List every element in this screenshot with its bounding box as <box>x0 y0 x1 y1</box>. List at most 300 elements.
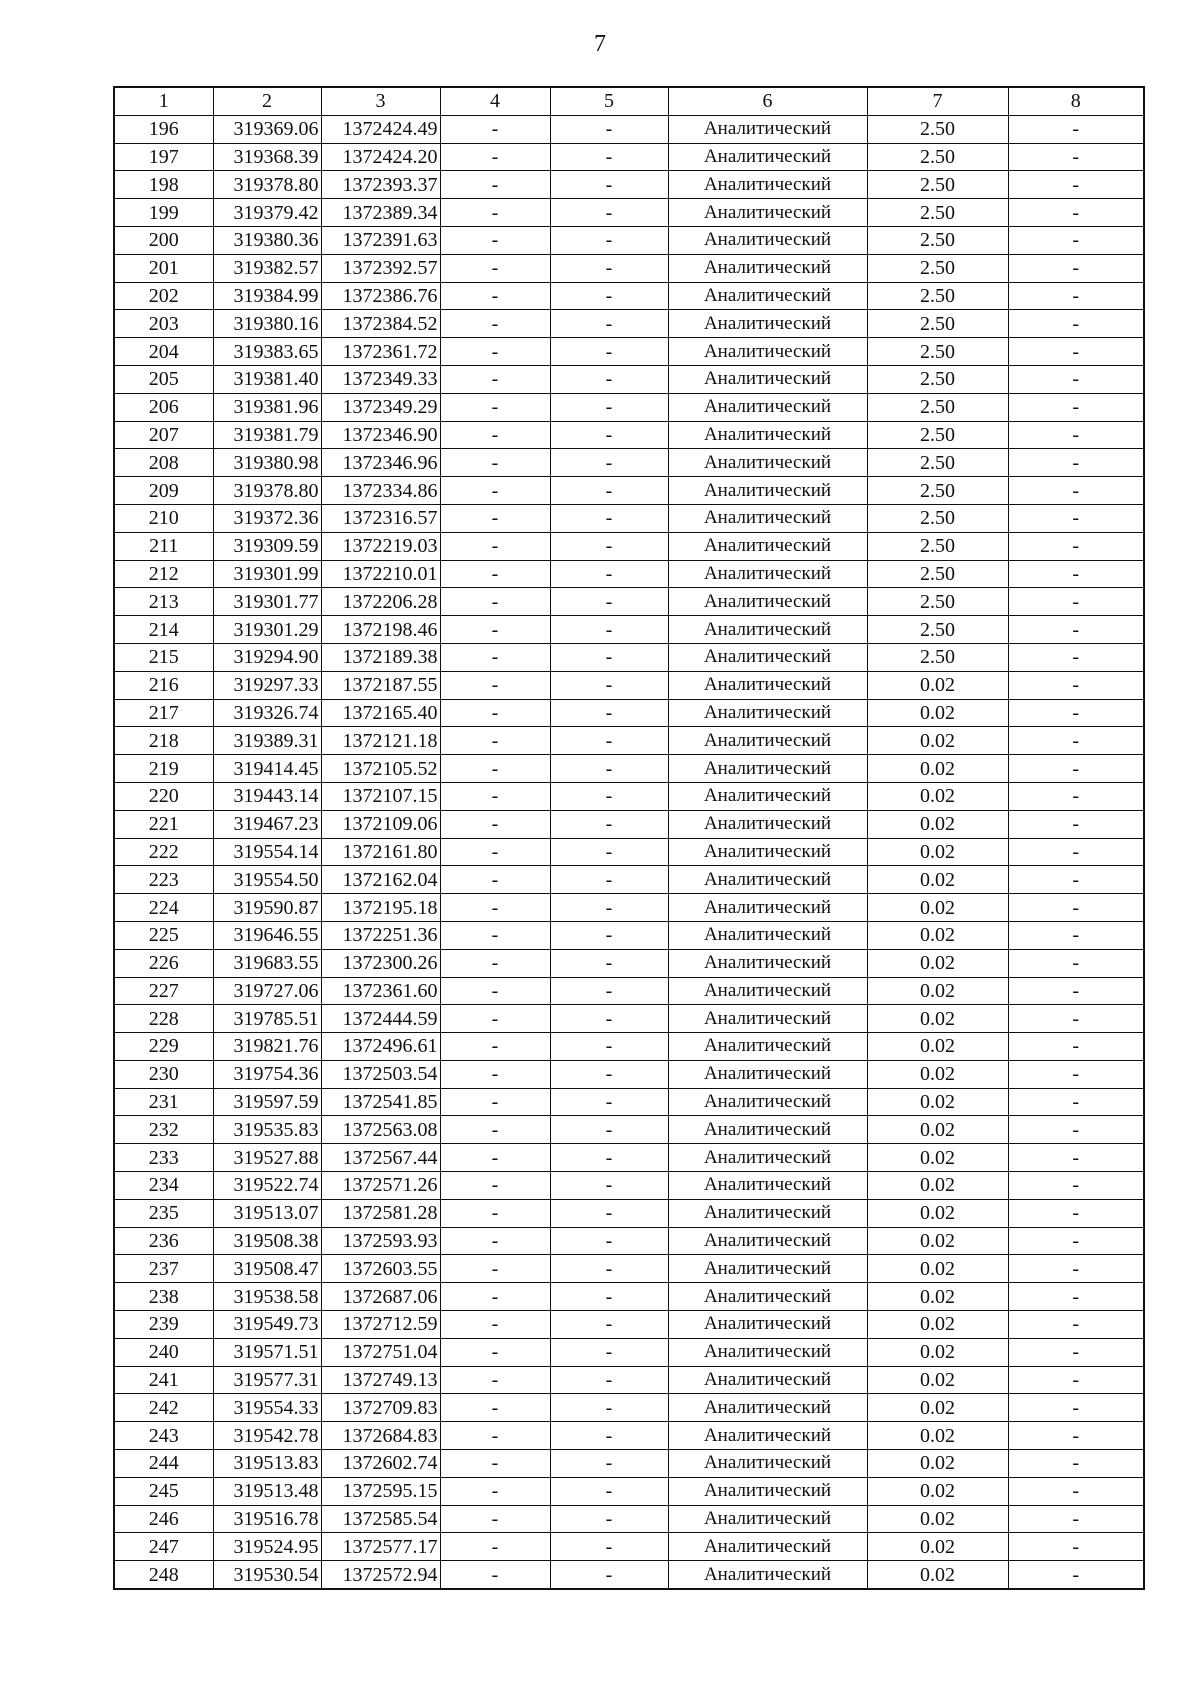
table-row <box>114 810 1144 838</box>
accuracy-cell: 2.50 <box>867 115 1008 143</box>
column-4-cell: - <box>440 1172 550 1200</box>
column-4-cell: - <box>440 282 550 310</box>
x-coordinate-cell: 319821.76 <box>213 1033 321 1061</box>
table-row <box>114 1394 1144 1422</box>
table-row <box>114 393 1144 421</box>
column-4-cell: - <box>440 810 550 838</box>
column-4-cell: - <box>440 1366 550 1394</box>
table-row <box>114 365 1144 393</box>
column-8-cell: - <box>1008 365 1144 393</box>
y-coordinate-cell: 1372198.46 <box>321 616 440 644</box>
method-cell: Аналитический <box>668 199 867 227</box>
column-4-cell: - <box>440 1283 550 1311</box>
table-row <box>114 421 1144 449</box>
accuracy-cell: 2.50 <box>867 532 1008 560</box>
accuracy-cell: 0.02 <box>867 977 1008 1005</box>
method-cell: Аналитический <box>668 393 867 421</box>
method-cell: Аналитический <box>668 171 867 199</box>
point-number-cell: 210 <box>114 504 213 532</box>
y-coordinate-cell: 1372709.83 <box>321 1394 440 1422</box>
x-coordinate-cell: 319294.90 <box>213 643 321 671</box>
column-5-cell: - <box>550 504 668 532</box>
table-row <box>114 699 1144 727</box>
accuracy-cell: 2.50 <box>867 365 1008 393</box>
table-row <box>114 199 1144 227</box>
y-coordinate-cell: 1372687.06 <box>321 1283 440 1311</box>
point-number-cell: 236 <box>114 1227 213 1255</box>
method-cell: Аналитический <box>668 1561 867 1589</box>
point-number-cell: 217 <box>114 699 213 727</box>
method-cell: Аналитический <box>668 1533 867 1561</box>
method-cell: Аналитический <box>668 338 867 366</box>
x-coordinate-cell: 319754.36 <box>213 1060 321 1088</box>
point-number-cell: 233 <box>114 1144 213 1172</box>
column-4-cell: - <box>440 1505 550 1533</box>
table-row <box>114 616 1144 644</box>
column-8-cell: - <box>1008 1338 1144 1366</box>
y-coordinate-cell: 1372603.55 <box>321 1255 440 1283</box>
y-coordinate-cell: 1372346.96 <box>321 449 440 477</box>
column-4-cell: - <box>440 504 550 532</box>
point-number-cell: 204 <box>114 338 213 366</box>
accuracy-cell: 0.02 <box>867 755 1008 783</box>
column-4-cell: - <box>440 588 550 616</box>
point-number-cell: 219 <box>114 755 213 783</box>
x-coordinate-cell: 319516.78 <box>213 1505 321 1533</box>
column-8-cell: - <box>1008 727 1144 755</box>
column-4-cell: - <box>440 1561 550 1589</box>
method-cell: Аналитический <box>668 1394 867 1422</box>
table-row <box>114 226 1144 254</box>
column-8-cell: - <box>1008 532 1144 560</box>
table-row <box>114 671 1144 699</box>
x-coordinate-cell: 319381.79 <box>213 421 321 449</box>
point-number-cell: 225 <box>114 921 213 949</box>
y-coordinate-cell: 1372121.18 <box>321 727 440 755</box>
y-coordinate-cell: 1372349.29 <box>321 393 440 421</box>
y-coordinate-cell: 1372107.15 <box>321 782 440 810</box>
accuracy-cell: 0.02 <box>867 782 1008 810</box>
column-4-cell: - <box>440 143 550 171</box>
point-number-cell: 197 <box>114 143 213 171</box>
table-row <box>114 866 1144 894</box>
column-8-cell: - <box>1008 310 1144 338</box>
accuracy-cell: 0.02 <box>867 1199 1008 1227</box>
accuracy-cell: 0.02 <box>867 1172 1008 1200</box>
point-number-cell: 215 <box>114 643 213 671</box>
x-coordinate-cell: 319524.95 <box>213 1533 321 1561</box>
y-coordinate-cell: 1372424.49 <box>321 115 440 143</box>
table-row <box>114 1283 1144 1311</box>
x-coordinate-cell: 319379.42 <box>213 199 321 227</box>
y-coordinate-cell: 1372593.93 <box>321 1227 440 1255</box>
point-number-cell: 237 <box>114 1255 213 1283</box>
method-cell: Аналитический <box>668 588 867 616</box>
coordinates-table <box>113 86 1145 1590</box>
y-coordinate-cell: 1372563.08 <box>321 1116 440 1144</box>
method-cell: Аналитический <box>668 1199 867 1227</box>
point-number-cell: 246 <box>114 1505 213 1533</box>
x-coordinate-cell: 319384.99 <box>213 282 321 310</box>
column-8-cell: - <box>1008 1172 1144 1200</box>
table-row <box>114 1116 1144 1144</box>
method-cell: Аналитический <box>668 1172 867 1200</box>
x-coordinate-cell: 319380.36 <box>213 226 321 254</box>
method-cell: Аналитический <box>668 115 867 143</box>
column-4-cell: - <box>440 171 550 199</box>
column-5-cell: - <box>550 588 668 616</box>
column-5-cell: - <box>550 1116 668 1144</box>
method-cell: Аналитический <box>668 977 867 1005</box>
accuracy-cell: 0.02 <box>867 1533 1008 1561</box>
accuracy-cell: 2.50 <box>867 560 1008 588</box>
x-coordinate-cell: 319597.59 <box>213 1088 321 1116</box>
accuracy-cell: 2.50 <box>867 421 1008 449</box>
column-5-cell: - <box>550 115 668 143</box>
accuracy-cell: 2.50 <box>867 393 1008 421</box>
table-row <box>114 838 1144 866</box>
column-5-cell: - <box>550 365 668 393</box>
column-4-cell: - <box>440 643 550 671</box>
point-number-cell: 240 <box>114 1338 213 1366</box>
column-4-cell: - <box>440 1255 550 1283</box>
column-8-cell: - <box>1008 894 1144 922</box>
x-coordinate-cell: 319301.99 <box>213 560 321 588</box>
column-4-cell: - <box>440 365 550 393</box>
column-8-cell: - <box>1008 477 1144 505</box>
point-number-cell: 227 <box>114 977 213 1005</box>
x-coordinate-cell: 319368.39 <box>213 143 321 171</box>
column-8-cell: - <box>1008 838 1144 866</box>
column-8-cell: - <box>1008 1199 1144 1227</box>
accuracy-cell: 0.02 <box>867 1088 1008 1116</box>
page-number: 7 <box>594 31 606 57</box>
column-4-cell: - <box>440 1338 550 1366</box>
column-4-cell: - <box>440 699 550 727</box>
column-8-cell: - <box>1008 977 1144 1005</box>
accuracy-cell: 2.50 <box>867 226 1008 254</box>
column-5-cell: - <box>550 949 668 977</box>
column-8-cell: - <box>1008 115 1144 143</box>
y-coordinate-cell: 1372206.28 <box>321 588 440 616</box>
column-8-cell: - <box>1008 1477 1144 1505</box>
accuracy-cell: 0.02 <box>867 1477 1008 1505</box>
method-cell: Аналитический <box>668 1338 867 1366</box>
column-8-cell: - <box>1008 1116 1144 1144</box>
column-8-cell: - <box>1008 1005 1144 1033</box>
column-5-cell: - <box>550 338 668 366</box>
accuracy-cell: 0.02 <box>867 838 1008 866</box>
point-number-cell: 213 <box>114 588 213 616</box>
accuracy-cell: 0.02 <box>867 1561 1008 1589</box>
column-5-cell: - <box>550 1060 668 1088</box>
y-coordinate-cell: 1372389.34 <box>321 199 440 227</box>
column-4-cell: - <box>440 616 550 644</box>
method-cell: Аналитический <box>668 421 867 449</box>
x-coordinate-cell: 319549.73 <box>213 1311 321 1339</box>
table-header-row <box>114 87 1144 115</box>
column-header: 3 <box>321 87 440 115</box>
accuracy-cell: 2.50 <box>867 477 1008 505</box>
column-4-cell: - <box>440 310 550 338</box>
method-cell: Аналитический <box>668 671 867 699</box>
column-8-cell: - <box>1008 810 1144 838</box>
point-number-cell: 224 <box>114 894 213 922</box>
column-8-cell: - <box>1008 1450 1144 1478</box>
table-row <box>114 1255 1144 1283</box>
column-8-cell: - <box>1008 1533 1144 1561</box>
point-number-cell: 221 <box>114 810 213 838</box>
y-coordinate-cell: 1372391.63 <box>321 226 440 254</box>
column-4-cell: - <box>440 226 550 254</box>
x-coordinate-cell: 319527.88 <box>213 1144 321 1172</box>
column-5-cell: - <box>550 310 668 338</box>
accuracy-cell: 0.02 <box>867 1283 1008 1311</box>
column-5-cell: - <box>550 1366 668 1394</box>
column-5-cell: - <box>550 810 668 838</box>
y-coordinate-cell: 1372571.26 <box>321 1172 440 1200</box>
accuracy-cell: 0.02 <box>867 810 1008 838</box>
y-coordinate-cell: 1372581.28 <box>321 1199 440 1227</box>
column-5-cell: - <box>550 560 668 588</box>
column-4-cell: - <box>440 782 550 810</box>
table-row <box>114 143 1144 171</box>
column-8-cell: - <box>1008 421 1144 449</box>
column-5-cell: - <box>550 1394 668 1422</box>
x-coordinate-cell: 319382.57 <box>213 254 321 282</box>
point-number-cell: 202 <box>114 282 213 310</box>
y-coordinate-cell: 1372384.52 <box>321 310 440 338</box>
table-row <box>114 504 1144 532</box>
method-cell: Аналитический <box>668 949 867 977</box>
column-5-cell: - <box>550 143 668 171</box>
method-cell: Аналитический <box>668 226 867 254</box>
point-number-cell: 203 <box>114 310 213 338</box>
y-coordinate-cell: 1372162.04 <box>321 866 440 894</box>
table-row <box>114 1088 1144 1116</box>
table-row <box>114 977 1144 1005</box>
x-coordinate-cell: 319467.23 <box>213 810 321 838</box>
y-coordinate-cell: 1372105.52 <box>321 755 440 783</box>
method-cell: Аналитический <box>668 643 867 671</box>
x-coordinate-cell: 319301.77 <box>213 588 321 616</box>
column-8-cell: - <box>1008 1144 1144 1172</box>
column-8-cell: - <box>1008 755 1144 783</box>
table-row <box>114 1144 1144 1172</box>
y-coordinate-cell: 1372496.61 <box>321 1033 440 1061</box>
table-row <box>114 1005 1144 1033</box>
point-number-cell: 223 <box>114 866 213 894</box>
point-number-cell: 228 <box>114 1005 213 1033</box>
method-cell: Аналитический <box>668 1255 867 1283</box>
column-8-cell: - <box>1008 1088 1144 1116</box>
accuracy-cell: 0.02 <box>867 1338 1008 1366</box>
x-coordinate-cell: 319554.33 <box>213 1394 321 1422</box>
point-number-cell: 207 <box>114 421 213 449</box>
column-8-cell: - <box>1008 1422 1144 1450</box>
x-coordinate-cell: 319381.96 <box>213 393 321 421</box>
table-row <box>114 254 1144 282</box>
x-coordinate-cell: 319389.31 <box>213 727 321 755</box>
method-cell: Аналитический <box>668 1450 867 1478</box>
method-cell: Аналитический <box>668 1060 867 1088</box>
column-5-cell: - <box>550 254 668 282</box>
x-coordinate-cell: 319554.14 <box>213 838 321 866</box>
column-5-cell: - <box>550 1144 668 1172</box>
accuracy-cell: 2.50 <box>867 310 1008 338</box>
accuracy-cell: 0.02 <box>867 949 1008 977</box>
table-row <box>114 949 1144 977</box>
method-cell: Аналитический <box>668 532 867 560</box>
column-8-cell: - <box>1008 393 1144 421</box>
column-8-cell: - <box>1008 588 1144 616</box>
column-5-cell: - <box>550 1172 668 1200</box>
y-coordinate-cell: 1372161.80 <box>321 838 440 866</box>
table-row <box>114 1450 1144 1478</box>
y-coordinate-cell: 1372361.60 <box>321 977 440 1005</box>
column-8-cell: - <box>1008 866 1144 894</box>
accuracy-cell: 2.50 <box>867 616 1008 644</box>
column-4-cell: - <box>440 532 550 560</box>
column-4-cell: - <box>440 1533 550 1561</box>
point-number-cell: 245 <box>114 1477 213 1505</box>
table-row <box>114 560 1144 588</box>
table-row <box>114 1199 1144 1227</box>
column-4-cell: - <box>440 1227 550 1255</box>
column-4-cell: - <box>440 1450 550 1478</box>
point-number-cell: 241 <box>114 1366 213 1394</box>
y-coordinate-cell: 1372349.33 <box>321 365 440 393</box>
method-cell: Аналитический <box>668 560 867 588</box>
method-cell: Аналитический <box>668 1088 867 1116</box>
y-coordinate-cell: 1372585.54 <box>321 1505 440 1533</box>
column-8-cell: - <box>1008 1255 1144 1283</box>
point-number-cell: 216 <box>114 671 213 699</box>
y-coordinate-cell: 1372751.04 <box>321 1338 440 1366</box>
column-5-cell: - <box>550 755 668 783</box>
method-cell: Аналитический <box>668 477 867 505</box>
x-coordinate-cell: 319309.59 <box>213 532 321 560</box>
column-8-cell: - <box>1008 1311 1144 1339</box>
point-number-cell: 212 <box>114 560 213 588</box>
column-4-cell: - <box>440 949 550 977</box>
accuracy-cell: 2.50 <box>867 449 1008 477</box>
method-cell: Аналитический <box>668 1477 867 1505</box>
point-number-cell: 232 <box>114 1116 213 1144</box>
x-coordinate-cell: 319508.47 <box>213 1255 321 1283</box>
point-number-cell: 234 <box>114 1172 213 1200</box>
column-5-cell: - <box>550 171 668 199</box>
column-5-cell: - <box>550 643 668 671</box>
y-coordinate-cell: 1372595.15 <box>321 1477 440 1505</box>
x-coordinate-cell: 319443.14 <box>213 782 321 810</box>
y-coordinate-cell: 1372503.54 <box>321 1060 440 1088</box>
point-number-cell: 238 <box>114 1283 213 1311</box>
method-cell: Аналитический <box>668 727 867 755</box>
y-coordinate-cell: 1372334.86 <box>321 477 440 505</box>
table-row <box>114 894 1144 922</box>
table-body <box>114 115 1144 1589</box>
x-coordinate-cell: 319301.29 <box>213 616 321 644</box>
x-coordinate-cell: 319378.80 <box>213 477 321 505</box>
y-coordinate-cell: 1372577.17 <box>321 1533 440 1561</box>
point-number-cell: 229 <box>114 1033 213 1061</box>
x-coordinate-cell: 319646.55 <box>213 921 321 949</box>
point-number-cell: 211 <box>114 532 213 560</box>
method-cell: Аналитический <box>668 1283 867 1311</box>
column-8-cell: - <box>1008 1505 1144 1533</box>
column-5-cell: - <box>550 1311 668 1339</box>
method-cell: Аналитический <box>668 254 867 282</box>
table-row <box>114 1338 1144 1366</box>
column-5-cell: - <box>550 699 668 727</box>
column-4-cell: - <box>440 671 550 699</box>
accuracy-cell: 0.02 <box>867 1394 1008 1422</box>
point-number-cell: 220 <box>114 782 213 810</box>
accuracy-cell: 0.02 <box>867 699 1008 727</box>
y-coordinate-cell: 1372187.55 <box>321 671 440 699</box>
accuracy-cell: 0.02 <box>867 1005 1008 1033</box>
method-cell: Аналитический <box>668 866 867 894</box>
point-number-cell: 243 <box>114 1422 213 1450</box>
column-4-cell: - <box>440 1394 550 1422</box>
column-8-cell: - <box>1008 1561 1144 1589</box>
column-5-cell: - <box>550 477 668 505</box>
table-row <box>114 115 1144 143</box>
column-4-cell: - <box>440 338 550 366</box>
method-cell: Аналитический <box>668 449 867 477</box>
method-cell: Аналитический <box>668 504 867 532</box>
point-number-cell: 214 <box>114 616 213 644</box>
y-coordinate-cell: 1372195.18 <box>321 894 440 922</box>
x-coordinate-cell: 319369.06 <box>213 115 321 143</box>
column-4-cell: - <box>440 1144 550 1172</box>
column-5-cell: - <box>550 1505 668 1533</box>
accuracy-cell: 2.50 <box>867 254 1008 282</box>
method-cell: Аналитический <box>668 143 867 171</box>
method-cell: Аналитический <box>668 1227 867 1255</box>
column-4-cell: - <box>440 1116 550 1144</box>
column-5-cell: - <box>550 1561 668 1589</box>
x-coordinate-cell: 319522.74 <box>213 1172 321 1200</box>
column-5-cell: - <box>550 894 668 922</box>
column-8-cell: - <box>1008 1366 1144 1394</box>
x-coordinate-cell: 319383.65 <box>213 338 321 366</box>
method-cell: Аналитический <box>668 310 867 338</box>
column-5-cell: - <box>550 449 668 477</box>
accuracy-cell: 0.02 <box>867 1366 1008 1394</box>
accuracy-cell: 0.02 <box>867 866 1008 894</box>
x-coordinate-cell: 319554.50 <box>213 866 321 894</box>
y-coordinate-cell: 1372444.59 <box>321 1005 440 1033</box>
column-5-cell: - <box>550 226 668 254</box>
column-8-cell: - <box>1008 282 1144 310</box>
y-coordinate-cell: 1372602.74 <box>321 1450 440 1478</box>
y-coordinate-cell: 1372684.83 <box>321 1422 440 1450</box>
column-4-cell: - <box>440 727 550 755</box>
point-number-cell: 209 <box>114 477 213 505</box>
column-8-cell: - <box>1008 949 1144 977</box>
column-5-cell: - <box>550 1422 668 1450</box>
table-row <box>114 921 1144 949</box>
point-number-cell: 239 <box>114 1311 213 1339</box>
column-5-cell: - <box>550 393 668 421</box>
point-number-cell: 200 <box>114 226 213 254</box>
method-cell: Аналитический <box>668 365 867 393</box>
method-cell: Аналитический <box>668 1005 867 1033</box>
column-4-cell: - <box>440 115 550 143</box>
method-cell: Аналитический <box>668 1311 867 1339</box>
